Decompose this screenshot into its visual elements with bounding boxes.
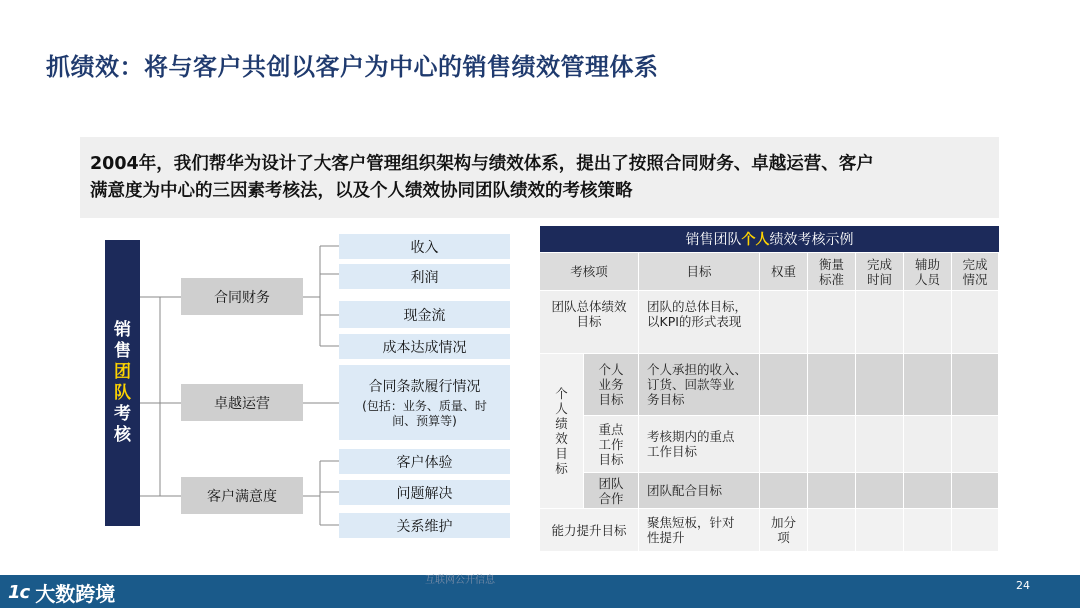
cell-text: 工作目标	[647, 444, 698, 459]
cell-text: 工作	[598, 436, 624, 452]
source-note: 互联网公开信息	[425, 575, 495, 586]
table-cell-empty	[904, 509, 952, 552]
item-revenue: 收入	[339, 234, 510, 259]
table-cell-empty	[856, 473, 904, 509]
cell-text: 人	[555, 401, 568, 416]
table-subrow-item	[584, 416, 639, 473]
table-cell-empty	[856, 354, 904, 416]
table-group-personal-performance	[540, 354, 584, 509]
cell-text: 个	[555, 386, 568, 401]
item-problem-solving: 问题解决	[339, 480, 510, 505]
cell-text: 合作	[598, 490, 624, 506]
category-contract-finance: 合同财务	[181, 278, 303, 315]
table-cell-empty	[952, 509, 999, 552]
footer-bar	[0, 575, 1080, 608]
table-cell-empty	[760, 354, 808, 416]
table-cell-empty	[808, 291, 856, 354]
table-title-pre: 销售团队	[685, 232, 742, 248]
table-cell-empty	[952, 291, 999, 354]
table-title-highlight: 个人	[741, 232, 770, 248]
cell-text: 个人	[598, 362, 624, 377]
table-cell-empty	[904, 354, 952, 416]
item-cash-flow: 现金流	[339, 301, 510, 328]
table-cell-empty	[808, 473, 856, 509]
item-contract-fulfillment	[339, 365, 510, 440]
root-char-highlight: 团	[114, 362, 131, 382]
category-operational-excellence: 卓越运营	[181, 384, 303, 421]
table-title-post: 绩效考核示例	[769, 232, 854, 248]
table-row-target	[639, 291, 760, 354]
cell-text: 个人承担的收入、	[647, 362, 748, 377]
item-customer-experience: 客户体验	[339, 449, 510, 474]
item-relationship-maintenance: 关系维护	[339, 513, 510, 538]
item-contract-fulfillment-note: (包括：业务、质量、时	[362, 399, 487, 413]
table-cell-empty	[808, 509, 856, 552]
table-row-weight	[760, 509, 808, 552]
cell-text: 项	[777, 530, 790, 545]
table-row-item	[540, 509, 639, 552]
root-node-sales-team-assessment	[105, 240, 140, 526]
root-char: 售	[114, 341, 131, 361]
table-header-cell: 衡量标准	[808, 253, 856, 291]
cell-text: 团队的总体目标，	[647, 299, 748, 314]
table-header-cell: 完成情况	[952, 253, 999, 291]
cell-text: 考核期内的重点	[647, 429, 735, 444]
table-subrow-item	[584, 473, 639, 509]
cell-text: 订货、回款等业	[647, 377, 735, 392]
table-cell-empty	[904, 473, 952, 509]
item-contract-fulfillment-label: 合同条款履行情况	[368, 379, 481, 395]
cell-text: 目标	[598, 451, 624, 467]
intro-line-2: 满意度为中心的三因素考核法，以及个人绩效协同团队绩效的考核策略	[90, 181, 633, 201]
cell-text: 能力提升目标	[551, 522, 627, 538]
cell-text: 以KPI的形式表现	[647, 314, 742, 329]
cell-text: 性提升	[647, 530, 685, 545]
cell-text: 聚焦短板，针对	[647, 515, 735, 530]
cell-text: 务目标	[647, 392, 685, 407]
table-cell-empty	[856, 416, 904, 473]
cell-text: 标	[555, 461, 568, 476]
intro-line-1: 2004年，我们帮华为设计了大客户管理组织架构与绩效体系，提出了按照合同财务、卓越运营、客户	[90, 154, 874, 174]
table-cell-empty	[856, 509, 904, 552]
table-subrow-item	[584, 354, 639, 416]
cell-text: 团队	[598, 475, 624, 491]
cell-text: 目标	[576, 314, 602, 329]
table-cell-empty	[952, 473, 999, 509]
table-row-item	[540, 291, 639, 354]
cell-text: 绩	[555, 416, 568, 431]
table-cell-empty	[952, 416, 999, 473]
table-header-cell: 考核项	[540, 253, 639, 291]
table-title	[540, 226, 999, 252]
table-header-cell: 目标	[639, 253, 760, 291]
table-cell-empty	[952, 354, 999, 416]
table-cell-empty	[904, 416, 952, 473]
cell-text: 效	[555, 431, 568, 446]
cell-text: 团队总体绩效	[551, 299, 627, 314]
item-contract-fulfillment-note: 间、预算等)	[392, 414, 457, 428]
table-header-cell: 权重	[760, 253, 808, 291]
cell-text: 目	[555, 446, 568, 461]
table-row-target	[639, 509, 760, 552]
table-cell-empty	[904, 291, 952, 354]
root-char: 考	[114, 404, 131, 424]
table-header-cell: 辅助人员	[904, 253, 952, 291]
item-cost-achievement: 成本达成情况	[339, 334, 510, 359]
table-cell-empty	[808, 354, 856, 416]
root-char: 核	[114, 425, 131, 445]
table-subrow-target	[639, 473, 760, 509]
category-customer-satisfaction: 客户满意度	[181, 477, 303, 514]
table-cell-empty	[808, 416, 856, 473]
root-char: 销	[114, 320, 131, 340]
table-cell-empty	[760, 473, 808, 509]
cell-text: 团队配合目标	[647, 483, 723, 498]
cell-text: 加分	[770, 515, 796, 530]
table-subrow-target	[639, 354, 760, 416]
cell-text: 目标	[598, 392, 624, 407]
table-cell-empty	[856, 291, 904, 354]
item-profit: 利润	[339, 264, 510, 289]
brand-logo	[8, 578, 115, 607]
page-title: 抓绩效：将与客户共创以客户为中心的销售绩效管理体系	[46, 53, 659, 81]
cell-text: 业务	[598, 377, 624, 392]
cell-text: 重点	[598, 421, 624, 437]
root-char-highlight: 队	[114, 383, 131, 403]
table-subrow-target	[639, 416, 760, 473]
logo-text: 大数跨境	[35, 582, 116, 606]
table-header-cell: 完成时间	[856, 253, 904, 291]
table-cell-empty	[760, 291, 808, 354]
logo-mark-icon: 1c	[8, 582, 30, 603]
table-cell-empty	[760, 416, 808, 473]
page-number: 24	[1016, 579, 1030, 592]
